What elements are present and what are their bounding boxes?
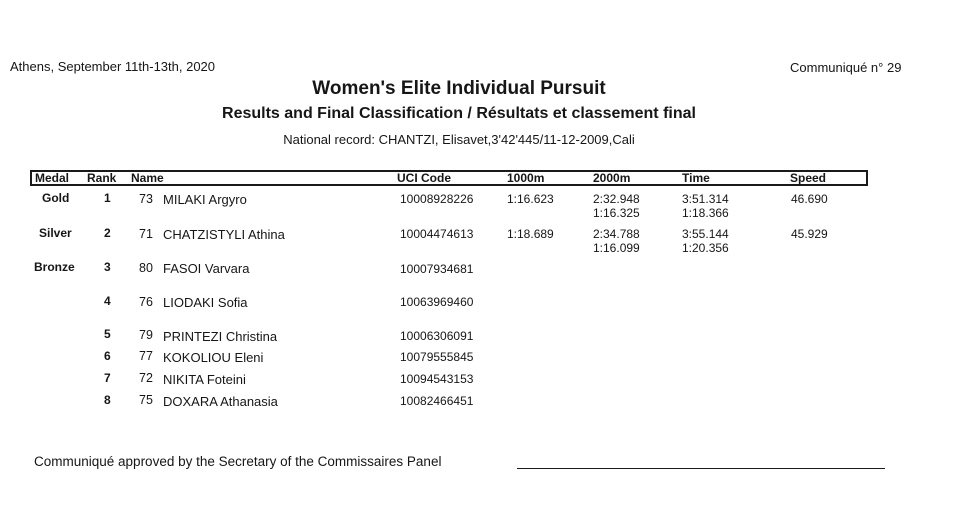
rider-name-cell: LIODAKI Sofia: [163, 295, 248, 310]
event-location-date: Athens, September 11th-13th, 2020: [10, 59, 216, 74]
uci-code-cell: 10094543153: [400, 372, 474, 386]
lap-2000m-cell: 1:16.099: [593, 241, 640, 255]
column-header-medal: Medal: [35, 171, 70, 185]
rider-name-cell: NIKITA Foteini: [163, 372, 246, 387]
bib-number-cell: 76: [139, 295, 153, 309]
uci-code-cell: 10006306091: [400, 329, 474, 343]
rank-cell: 2: [104, 226, 111, 240]
rank-cell: 1: [104, 191, 111, 205]
speed-cell: 45.929: [791, 227, 828, 241]
rank-cell: 8: [104, 393, 111, 407]
communique-number: Communiqué n° 29: [790, 60, 902, 75]
speed-cell: 46.690: [791, 192, 828, 206]
column-header-rank: Rank: [87, 171, 117, 185]
bib-number-cell: 72: [139, 371, 153, 385]
column-header-2000m: 2000m: [593, 171, 631, 185]
lap-final-cell: 1:20.356: [682, 241, 729, 255]
page-subtitle: Results and Final Classification / Résultats et classement final: [222, 105, 696, 122]
split-2000m-cell: 2:34.788: [593, 227, 640, 241]
column-header-time: Time: [682, 171, 710, 185]
uci-code-cell: 10008928226: [400, 192, 474, 206]
bib-number-cell: 75: [139, 393, 153, 407]
rank-cell: 7: [104, 371, 111, 385]
rider-name-cell: FASOI Varvara: [163, 261, 250, 276]
split-1000m-cell: 1:18.689: [507, 227, 554, 241]
uci-code-cell: 10004474613: [400, 227, 474, 241]
rider-name-cell: DOXARA Athanasia: [163, 394, 278, 409]
rank-cell: 4: [104, 294, 111, 308]
final-time-cell: 3:55.144: [682, 227, 729, 241]
approval-statement: Communiqué approved by the Secretary of the Commissaires Panel: [34, 454, 442, 469]
signature-line: [517, 468, 885, 469]
column-header-uci-code: UCI Code: [397, 171, 451, 185]
uci-code-cell: 10082466451: [400, 394, 474, 408]
column-header-name: Name: [131, 171, 164, 185]
page-title: Women's Elite Individual Pursuit: [312, 78, 606, 99]
bib-number-cell: 71: [139, 227, 153, 241]
rider-name-cell: CHATZISTYLI Athina: [163, 227, 285, 242]
rider-name-cell: PRINTEZI Christina: [163, 329, 278, 344]
column-header-speed: Speed: [790, 171, 827, 185]
split-1000m-cell: 1:16.623: [507, 192, 554, 206]
rank-cell: 3: [104, 260, 111, 274]
rider-name-cell: KOKOLIOU Eleni: [163, 350, 264, 365]
bib-number-cell: 80: [139, 261, 153, 275]
bib-number-cell: 77: [139, 349, 153, 363]
split-2000m-cell: 2:32.948: [593, 192, 640, 206]
medal-cell: Silver: [39, 226, 72, 240]
medal-cell: Gold: [42, 191, 70, 205]
final-time-cell: 3:51.314: [682, 192, 729, 206]
national-record: National record: CHANTZI, Elisavet,3'42'445/11-12-2009,Cali: [283, 132, 635, 147]
medal-cell: Bronze: [34, 260, 75, 274]
rank-cell: 6: [104, 349, 111, 363]
uci-code-cell: 10079555845: [400, 350, 474, 364]
uci-code-cell: 10063969460: [400, 295, 474, 309]
lap-final-cell: 1:18.366: [682, 206, 729, 220]
column-header-1000m: 1000m: [507, 171, 545, 185]
rider-name-cell: MILAKI Argyro: [163, 192, 247, 207]
rank-cell: 5: [104, 327, 111, 341]
bib-number-cell: 73: [139, 192, 153, 206]
uci-code-cell: 10007934681: [400, 262, 474, 276]
bib-number-cell: 79: [139, 328, 153, 342]
lap-2000m-cell: 1:16.325: [593, 206, 640, 220]
